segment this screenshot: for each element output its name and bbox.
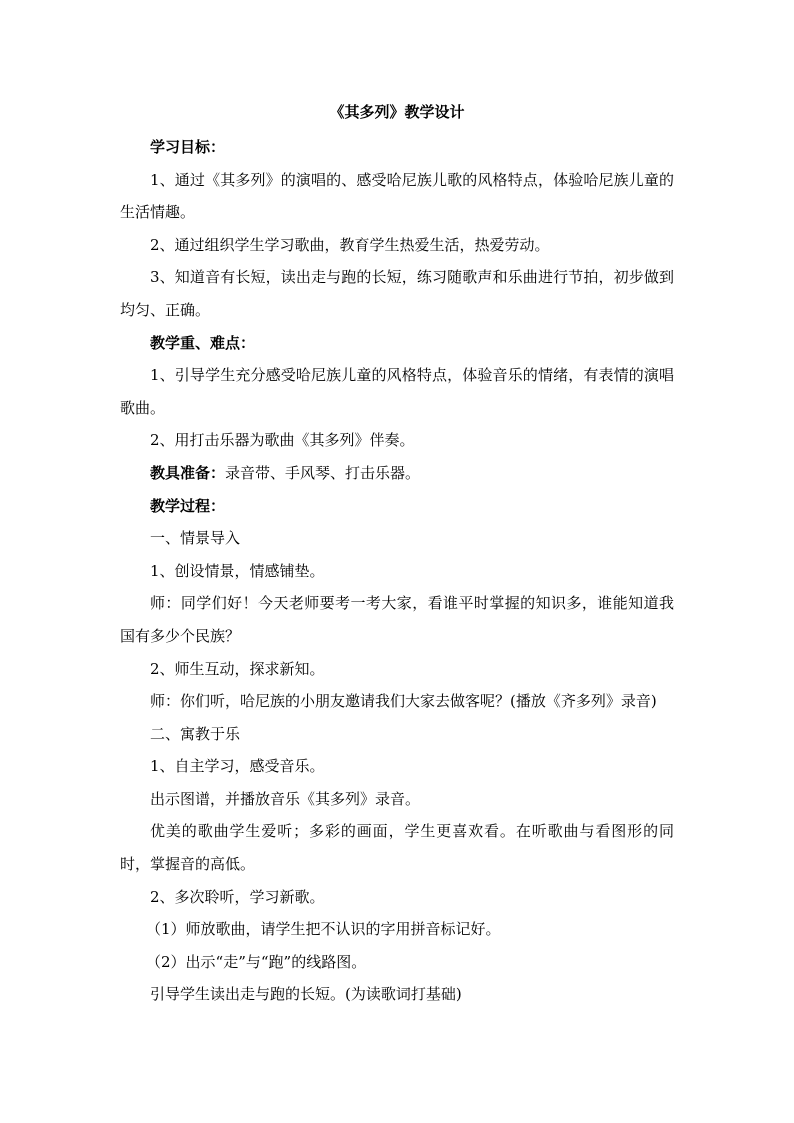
paragraph: 2、师生互动，探求新知。 xyxy=(150,659,325,678)
paragraph: （2）出示“走”与“跑”的线路图。 xyxy=(146,952,367,971)
paragraph: 2、用打击乐器为歌曲《其多列》伴奏。 xyxy=(150,431,415,450)
heading-key-points: 教学重、难点： xyxy=(150,333,256,352)
paragraph: 1、引导学生充分感受哈尼族儿童的风格特点，体验音乐的情绪，有表情的演唱歌曲。 xyxy=(120,366,674,417)
paragraph: 引导学生读出走与跑的长短。(为读歌词打基础) xyxy=(150,985,462,1004)
paragraph: 2、通过组织学生学习歌曲，教育学生热爱生活，热爱劳动。 xyxy=(150,235,550,254)
paragraph: 3、知道音有长短，读出走与跑的长短，练习随歌声和乐曲进行节拍，初步做到均匀、正确。 xyxy=(120,268,674,319)
paragraph: 一、情景导入 xyxy=(150,529,241,548)
paragraph: 2、多次聆听，学习新歌。 xyxy=(150,887,325,906)
document-body xyxy=(120,131,674,1011)
paragraph: （1）师放歌曲，请学生把不认识的字用拼音标记好。 xyxy=(146,920,501,939)
paragraph: 师：同学们好！今天老师要考一考大家，看谁平时掌握的知识多，谁能知道我国有多少个民族？ xyxy=(120,594,674,645)
paragraph: 优美的歌曲学生爱听；多彩的画面，学生更喜欢看。在听歌曲与看图形的同时，掌握音的高低。 xyxy=(120,822,674,874)
paragraph: 出示图谱，并播放音乐《其多列》录音。 xyxy=(150,789,421,808)
heading-learning-goals: 学习目标： xyxy=(150,138,226,156)
paragraph: 1、通过《其多列》的演唱的、感受哈尼族儿歌的风格特点，体验哈尼族儿童的生活情趣。 xyxy=(120,170,674,222)
paragraph: 二、寓教于乐 xyxy=(150,724,241,743)
paragraph: 1、创设情景，情感铺垫。 xyxy=(150,561,325,580)
materials-text: 录音带、手风琴、打击乐器。 xyxy=(225,463,421,482)
paragraph: 师：你们听，哈尼族的小朋友邀请我们大家去做客呢？(播放《齐多列》录音) xyxy=(150,692,657,711)
document-title: 《其多列》教学设计 xyxy=(329,103,465,121)
paragraph: 1、自主学习，感受音乐。 xyxy=(150,757,325,776)
materials-label: 教具准备： xyxy=(150,463,226,482)
paragraph-materials xyxy=(120,457,674,490)
heading-process: 教学过程： xyxy=(150,496,226,515)
